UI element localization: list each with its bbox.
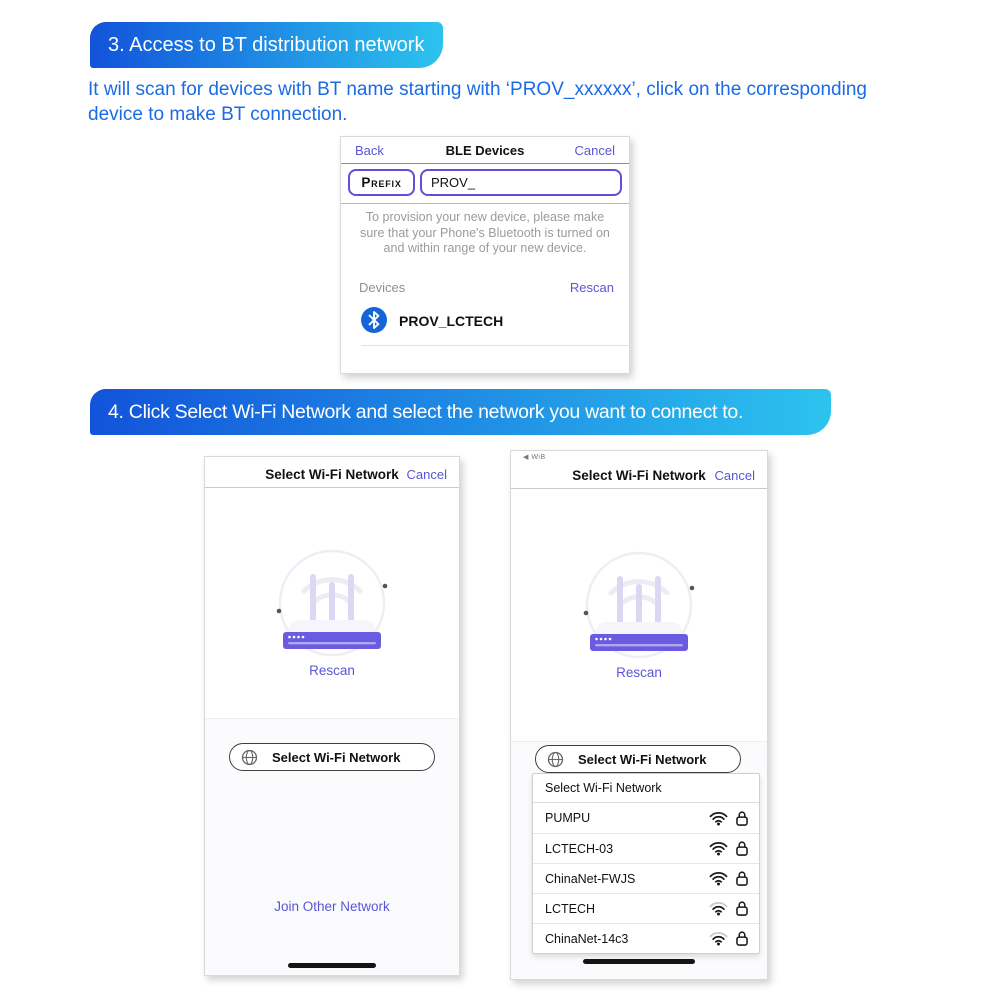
- divider: [361, 345, 629, 346]
- cancel-button[interactable]: Cancel: [574, 143, 615, 158]
- wifi-icon: [709, 901, 728, 916]
- network-name: LCTECH-03: [545, 841, 614, 856]
- network-row[interactable]: [533, 923, 759, 953]
- bluetooth-icon: [361, 307, 387, 333]
- back-button[interactable]: Back: [355, 143, 384, 158]
- wifi-screen-title: Select Wi-Fi Network: [572, 468, 706, 483]
- network-name: LCTECH: [545, 901, 596, 916]
- devices-section-label: Devices: [359, 280, 406, 295]
- lock-icon: [735, 900, 749, 917]
- wifi-nav-bar: [511, 461, 767, 489]
- wifi-screen-title: Select Wi-Fi Network: [265, 467, 399, 482]
- select-wifi-dropdown[interactable]: [535, 745, 741, 773]
- lock-icon: [735, 870, 749, 887]
- prefix-label: Prefix: [348, 169, 415, 196]
- prefix-input[interactable]: PROV_: [420, 169, 622, 196]
- wifi-icon: [709, 871, 728, 886]
- network-row-icons: [709, 870, 749, 887]
- wifi-nav-bar: [205, 460, 459, 488]
- dropdown-label: Select Wi-Fi Network: [578, 751, 707, 767]
- lock-icon: [735, 840, 749, 857]
- network-list-rows: [533, 803, 759, 953]
- network-list-header: Select Wi-Fi Network: [533, 774, 759, 803]
- divider: [341, 203, 629, 204]
- join-other-network-button[interactable]: Join Other Network: [274, 899, 390, 914]
- wifi-icon: [709, 841, 728, 856]
- dropdown-label: Select Wi-Fi Network: [272, 749, 401, 765]
- wifi-icon: [709, 931, 728, 946]
- step4-banner: [90, 389, 831, 435]
- ble-device-row[interactable]: [341, 303, 629, 345]
- cancel-button[interactable]: Cancel: [714, 468, 755, 483]
- router-graphic: [272, 545, 392, 665]
- ble-device-name: PROV_LCTECH: [399, 313, 504, 329]
- home-indicator: [583, 959, 695, 964]
- network-row[interactable]: [533, 863, 759, 893]
- network-row[interactable]: [533, 893, 759, 923]
- lock-icon: [735, 810, 749, 827]
- network-row-icons: [709, 900, 749, 917]
- network-row[interactable]: [533, 833, 759, 863]
- wifi-select-screen-right: [510, 450, 768, 980]
- ble-nav-bar: [341, 137, 629, 164]
- lock-icon: [735, 930, 749, 947]
- home-indicator: [288, 963, 376, 968]
- step3-banner-text: 3. Access to BT distribution network: [108, 33, 425, 56]
- network-name: PUMPU: [545, 811, 591, 825]
- step3-banner: [90, 22, 443, 68]
- wifi-icon: [709, 811, 728, 826]
- ble-devices-screen: [340, 136, 630, 374]
- select-wifi-dropdown[interactable]: [229, 743, 435, 771]
- router-illustration: [272, 545, 392, 665]
- wifi-select-screen-left: [204, 456, 460, 976]
- globe-icon: [547, 751, 564, 768]
- globe-icon: [241, 749, 258, 766]
- router-graphic: [579, 547, 699, 667]
- network-list: [532, 773, 760, 954]
- step4-banner-text: 4. Click Select Wi-Fi Network and select the network you want to connect to.: [108, 400, 744, 423]
- network-name: ChinaNet-FWJS: [545, 871, 636, 886]
- rescan-button[interactable]: Rescan: [569, 280, 614, 295]
- network-row-icons: [709, 930, 749, 947]
- cancel-button[interactable]: Cancel: [406, 467, 447, 482]
- network-name: ChinaNet-14c3: [545, 931, 629, 946]
- network-row-icons: [709, 810, 749, 827]
- rescan-button[interactable]: Rescan: [309, 663, 355, 678]
- ble-screen-title: BLE Devices: [445, 143, 525, 158]
- network-row-icons: [709, 840, 749, 857]
- status-bar-back-hint: ◀ WiB: [523, 454, 546, 461]
- step3-description: It will scan for devices with BT name starting with ‘PROV_xxxxxx’, click on the corresponding device to make BT connection.: [88, 79, 867, 125]
- rescan-button[interactable]: Rescan: [616, 665, 662, 680]
- network-row[interactable]: [533, 803, 759, 833]
- provision-instructions: To provision your new device, please make sure that your Phone's Bluetooth is turned on and within range of your new device.: [360, 210, 610, 255]
- router-illustration: [579, 547, 699, 667]
